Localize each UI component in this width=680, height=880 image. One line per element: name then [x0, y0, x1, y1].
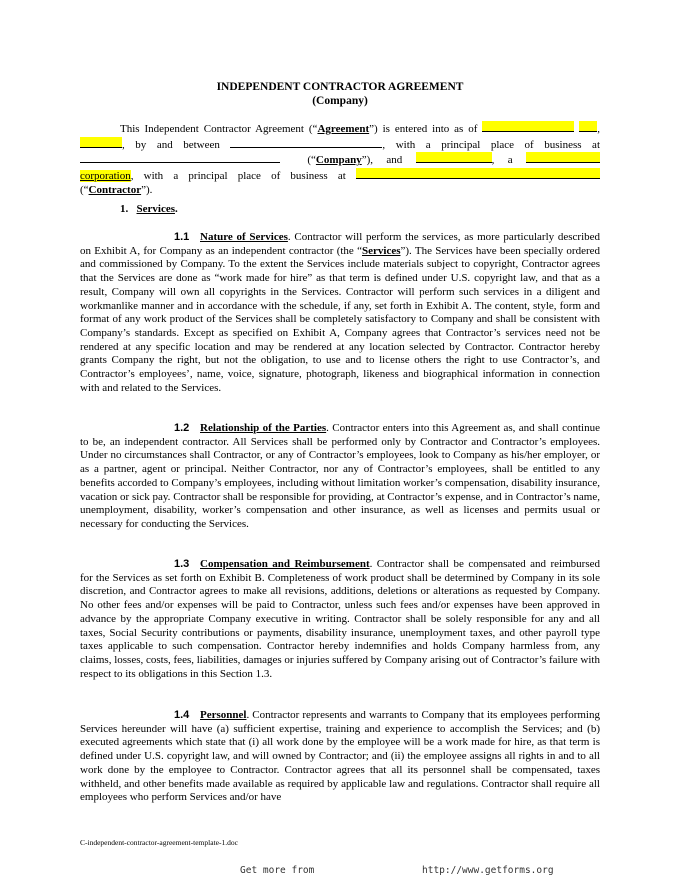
section-1-2: 1.2 Relationship of the Parties. Contractor enters into this Agreement as, and shall continue to be, an independent contractor. All Services shall be performed only by Contractor and Contractor’s employees. Under no circumstances shall Contractor, or any of Contractor’s employees, look to Company as his/her employer, or as a partner, agent or principal. Neither Contractor, nor any of Contractor’s employees, shall be entitled to any benefits accorded to Company’s employees, including without limitation worker’s compensation, disability insurance, vacation or sick pay. Contractor shall be responsible for providing, at Contractor’s expense, and in Contractor’s name, unemployment, disability, worker’s compensation and other insurance, as well as licenses and permits usual or necessary for conducting the Services.: [80, 422, 600, 530]
section-title: Personnel: [200, 709, 247, 721]
section-title: Compensation and Reimbursement: [200, 558, 370, 570]
section-number: 1.2: [174, 422, 190, 434]
get-more-text: Get more from: [240, 865, 315, 876]
document-subtitle: (Company): [312, 95, 368, 107]
footer-filename: C-independent-contractor-agreement-template-1.doc: [80, 838, 238, 847]
section-number: 1.1: [174, 231, 190, 243]
company-name-blank[interactable]: [230, 137, 382, 148]
date-blank[interactable]: [482, 121, 574, 132]
corporation-text: corporation: [80, 170, 131, 183]
contractor-address-blank[interactable]: [356, 168, 600, 179]
agreement-term: Agreement: [317, 123, 370, 135]
intro-paragraph: This Independent Contractor Agreement (“Agreement”) is entered into as of , , by and between , with a principal place of business at (“Company”), and , a corporation, with a principal place of business at (“Contractor”).: [80, 123, 601, 196]
section-title: Nature of Services: [200, 231, 288, 243]
company-address-blank[interactable]: [80, 152, 280, 163]
section-1-3: 1.3 Compensation and Reimbursement. Contractor shall be compensated and reimbursed for the Services as set forth on Exhibit B. Completeness of work product shall be determined by Company in its sole discretion, and Contractor agrees to make all revisions, additions, deletions or alterations as requested by Company. No other fees and/or expenses will be paid to Contractor, unless such fees and/or expenses have been approved in advance by the appropriate Company executive in writing. Contractor shall be solely responsible for any and all taxes, Social Security contributions or payments, disability insurance, unemployment taxes, and other payroll type taxes applicable to such compensation. Contractor hereby indemnifies and holds Company harmless from, any claims, losses, costs, fees, liabilities, damages or injuries suffered by Company arising out of Contractor’s failure with respect to its obligations in this Section 1.3.: [80, 558, 600, 680]
contractor-name-blank[interactable]: [416, 152, 492, 163]
section-1-heading: 1. Services.: [120, 203, 178, 215]
document-title: INDEPENDENT CONTRACTOR AGREEMENT: [216, 81, 464, 93]
section-number: 1.3: [174, 558, 190, 570]
section-1-4: 1.4 Personnel. Contractor represents and warrants to Company that its employees performing Services hereunder will have (a) sufficient expertise, training and experience to accomplish the Services; and (b) executed agreements which state that (i) all work done by the employee will be a work made for hire, as that term is defined under U.S. copyright law, and will owned by Contractor; and (ii) the employee assigns all rights in and to all work done by the employee to Contractor. Contractor agrees that all its personnel shall be compensated, taxes withheld, and other benefits made available as required by applicable law and regulations. Contractor shall require all employees who perform Services and/or have: [80, 709, 600, 804]
section-title: Relationship of the Parties: [200, 422, 327, 434]
state-blank[interactable]: [526, 152, 600, 163]
date-blank-2[interactable]: [579, 121, 597, 132]
section-number: 1.4: [174, 709, 190, 721]
year-blank[interactable]: [80, 137, 122, 148]
section-1-1: 1.1 Nature of Services. Contractor will perform the services, as more particularly described on Exhibit A, for Company as an independent contractor (the “Services”). The Services have been specially ordered and commissioned by Company. To the extent the Services include materials subject to copyright, Contractor agrees that the Services are done as “work made for hire” as that term is defined under U.S. copyright law, and that as a result, Company will own all copyrights in the Services. Contractor will perform such services in a diligent and workmanlike manner and in accordance with the schedule, if any, set forth in Exhibit A. The content, style, form and format of any work product of the Services shall be completely satisfactory to Company and shall be consistent with Company’s standards. Except as specified on Exhibit A, Company agrees that Contractor’s services need not be rendered at any specific location and may be rendered at any location selected by Contractor. Contractor hereby grants Company the right, but not the obligation, to use and to license others the right to use Contractor’s, and Contractor’s employees’, name, voice, signature, photograph, likeness and biographical information in connection with and related to the Services.: [80, 231, 601, 394]
contractor-term: Contractor: [88, 183, 142, 196]
company-term: Company: [315, 154, 362, 167]
getforms-link[interactable]: http://www.getforms.org: [422, 865, 554, 876]
